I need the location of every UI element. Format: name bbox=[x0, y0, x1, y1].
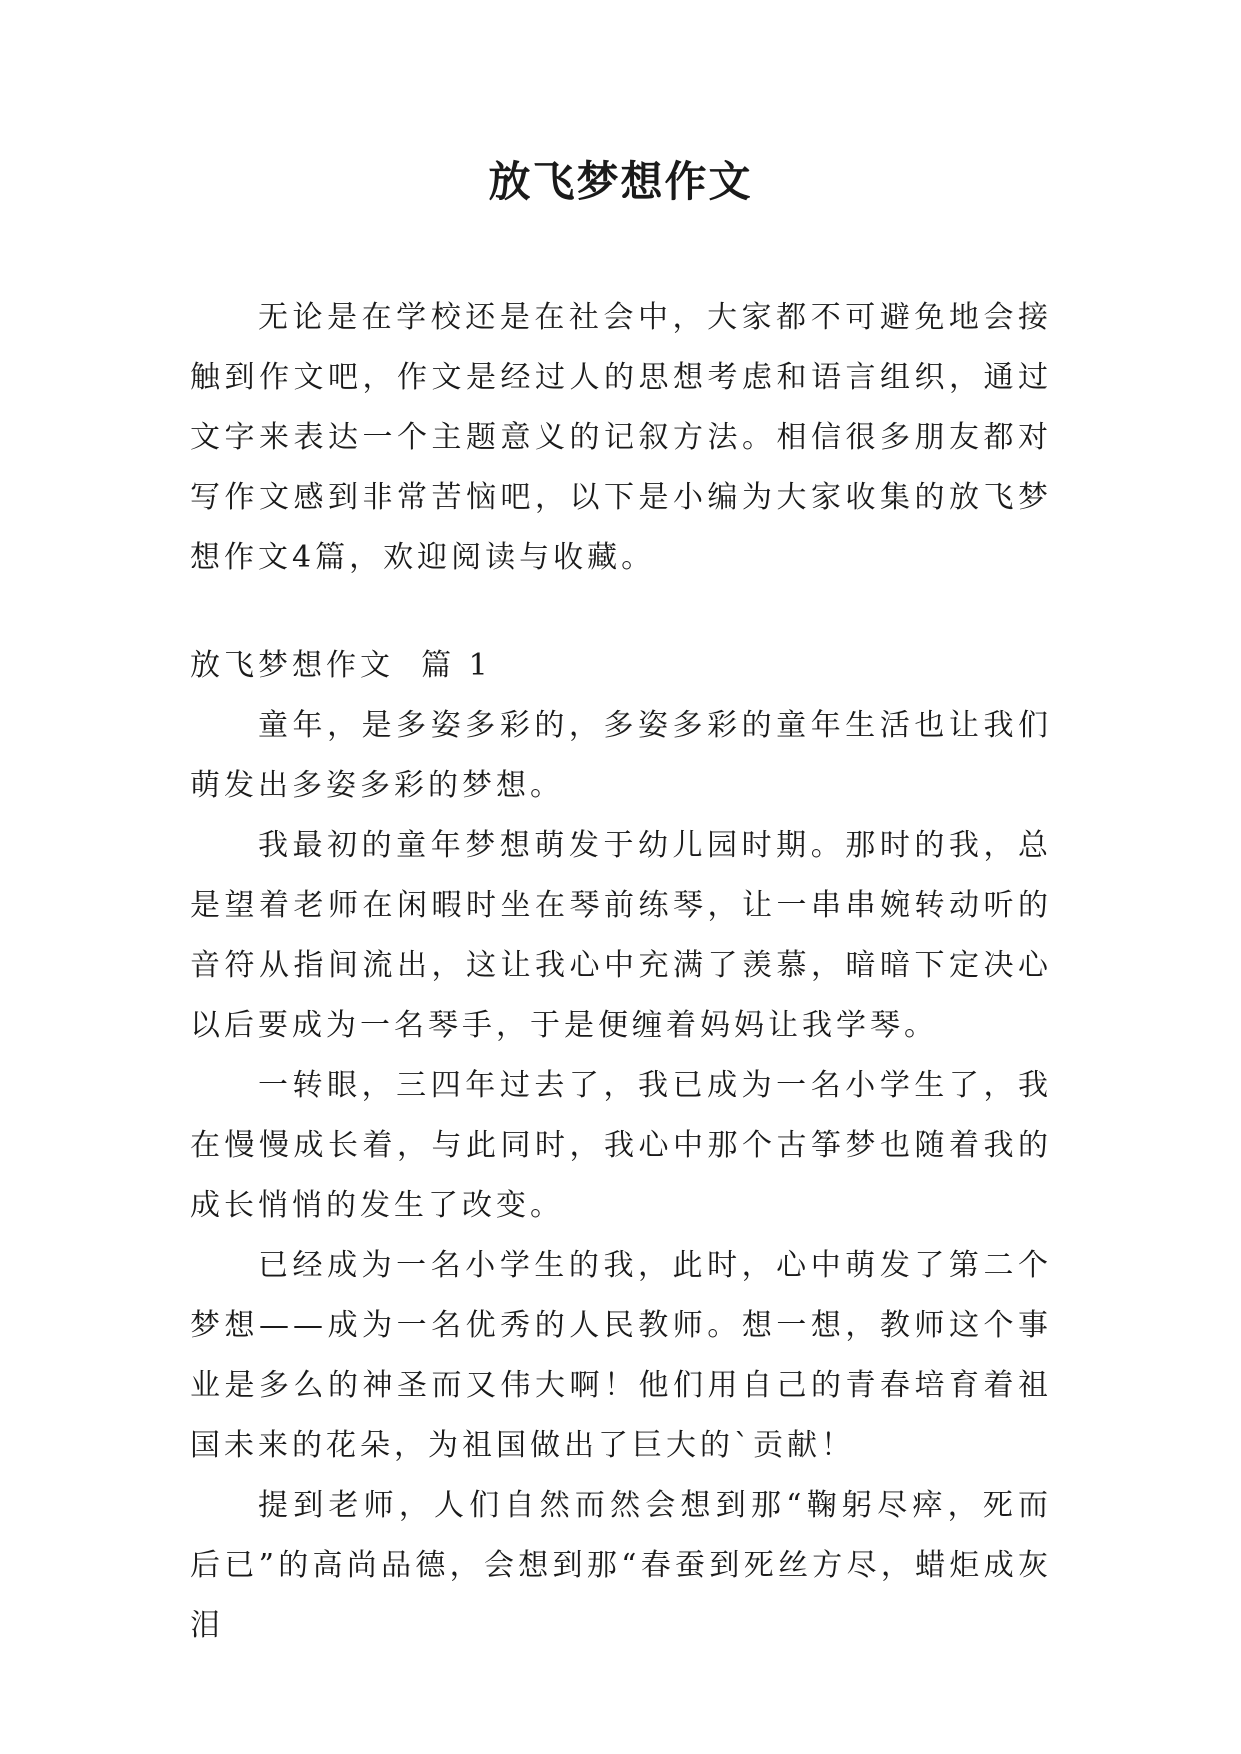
intro-section bbox=[190, 288, 1052, 588]
intro-paragraph: 无论是在学校还是在社会中，大家都不可避免地会接触到作文吧，作文是经过人的思想考虑和语言组织，通过文字来表达一个主题意义的记叙方法。相信很多朋友都对写作文感到非常苦恼吧，以下是小编为大家收集的放飞梦想作文4篇，欢迎阅读与收藏。 bbox=[190, 300, 1052, 575]
article-section bbox=[190, 636, 1052, 1656]
document-title: 放飞梦想作文 bbox=[488, 157, 753, 206]
paragraph: 已经成为一名小学生的我，此时，心中萌发了第二个梦想——成为一名优秀的人民教师。想一想，教师这个事业是多么的神圣而又伟大啊！他们用自己的青春培育着祖国未来的花朵，为祖国做出了巨大的`贡献！ bbox=[190, 1248, 1052, 1463]
paragraph: 提到老师，人们自然而然会想到那“鞠躬尽瘁，死而后已”的高尚品德，会想到那“春蚕到死丝方尽，蜡炬成灰泪 bbox=[190, 1488, 1052, 1643]
paragraph: 一转眼，三四年过去了，我已成为一名小学生了，我在慢慢成长着，与此同时，我心中那个古筝梦也随着我的成长悄悄的发生了改变。 bbox=[190, 1068, 1052, 1223]
section-heading: 放飞梦想作文 篇 1 bbox=[190, 648, 492, 683]
paragraph: 童年，是多姿多彩的，多姿多彩的童年生活也让我们萌发出多姿多彩的梦想。 bbox=[190, 708, 1052, 803]
paragraph: 我最初的童年梦想萌发于幼儿园时期。那时的我，总是望着老师在闲暇时坐在琴前练琴，让一串串婉转动听的音符从指间流出，这让我心中充满了羡慕，暗暗下定决心以后要成为一名琴手，于是便缠着妈妈让我学琴。 bbox=[190, 828, 1052, 1043]
